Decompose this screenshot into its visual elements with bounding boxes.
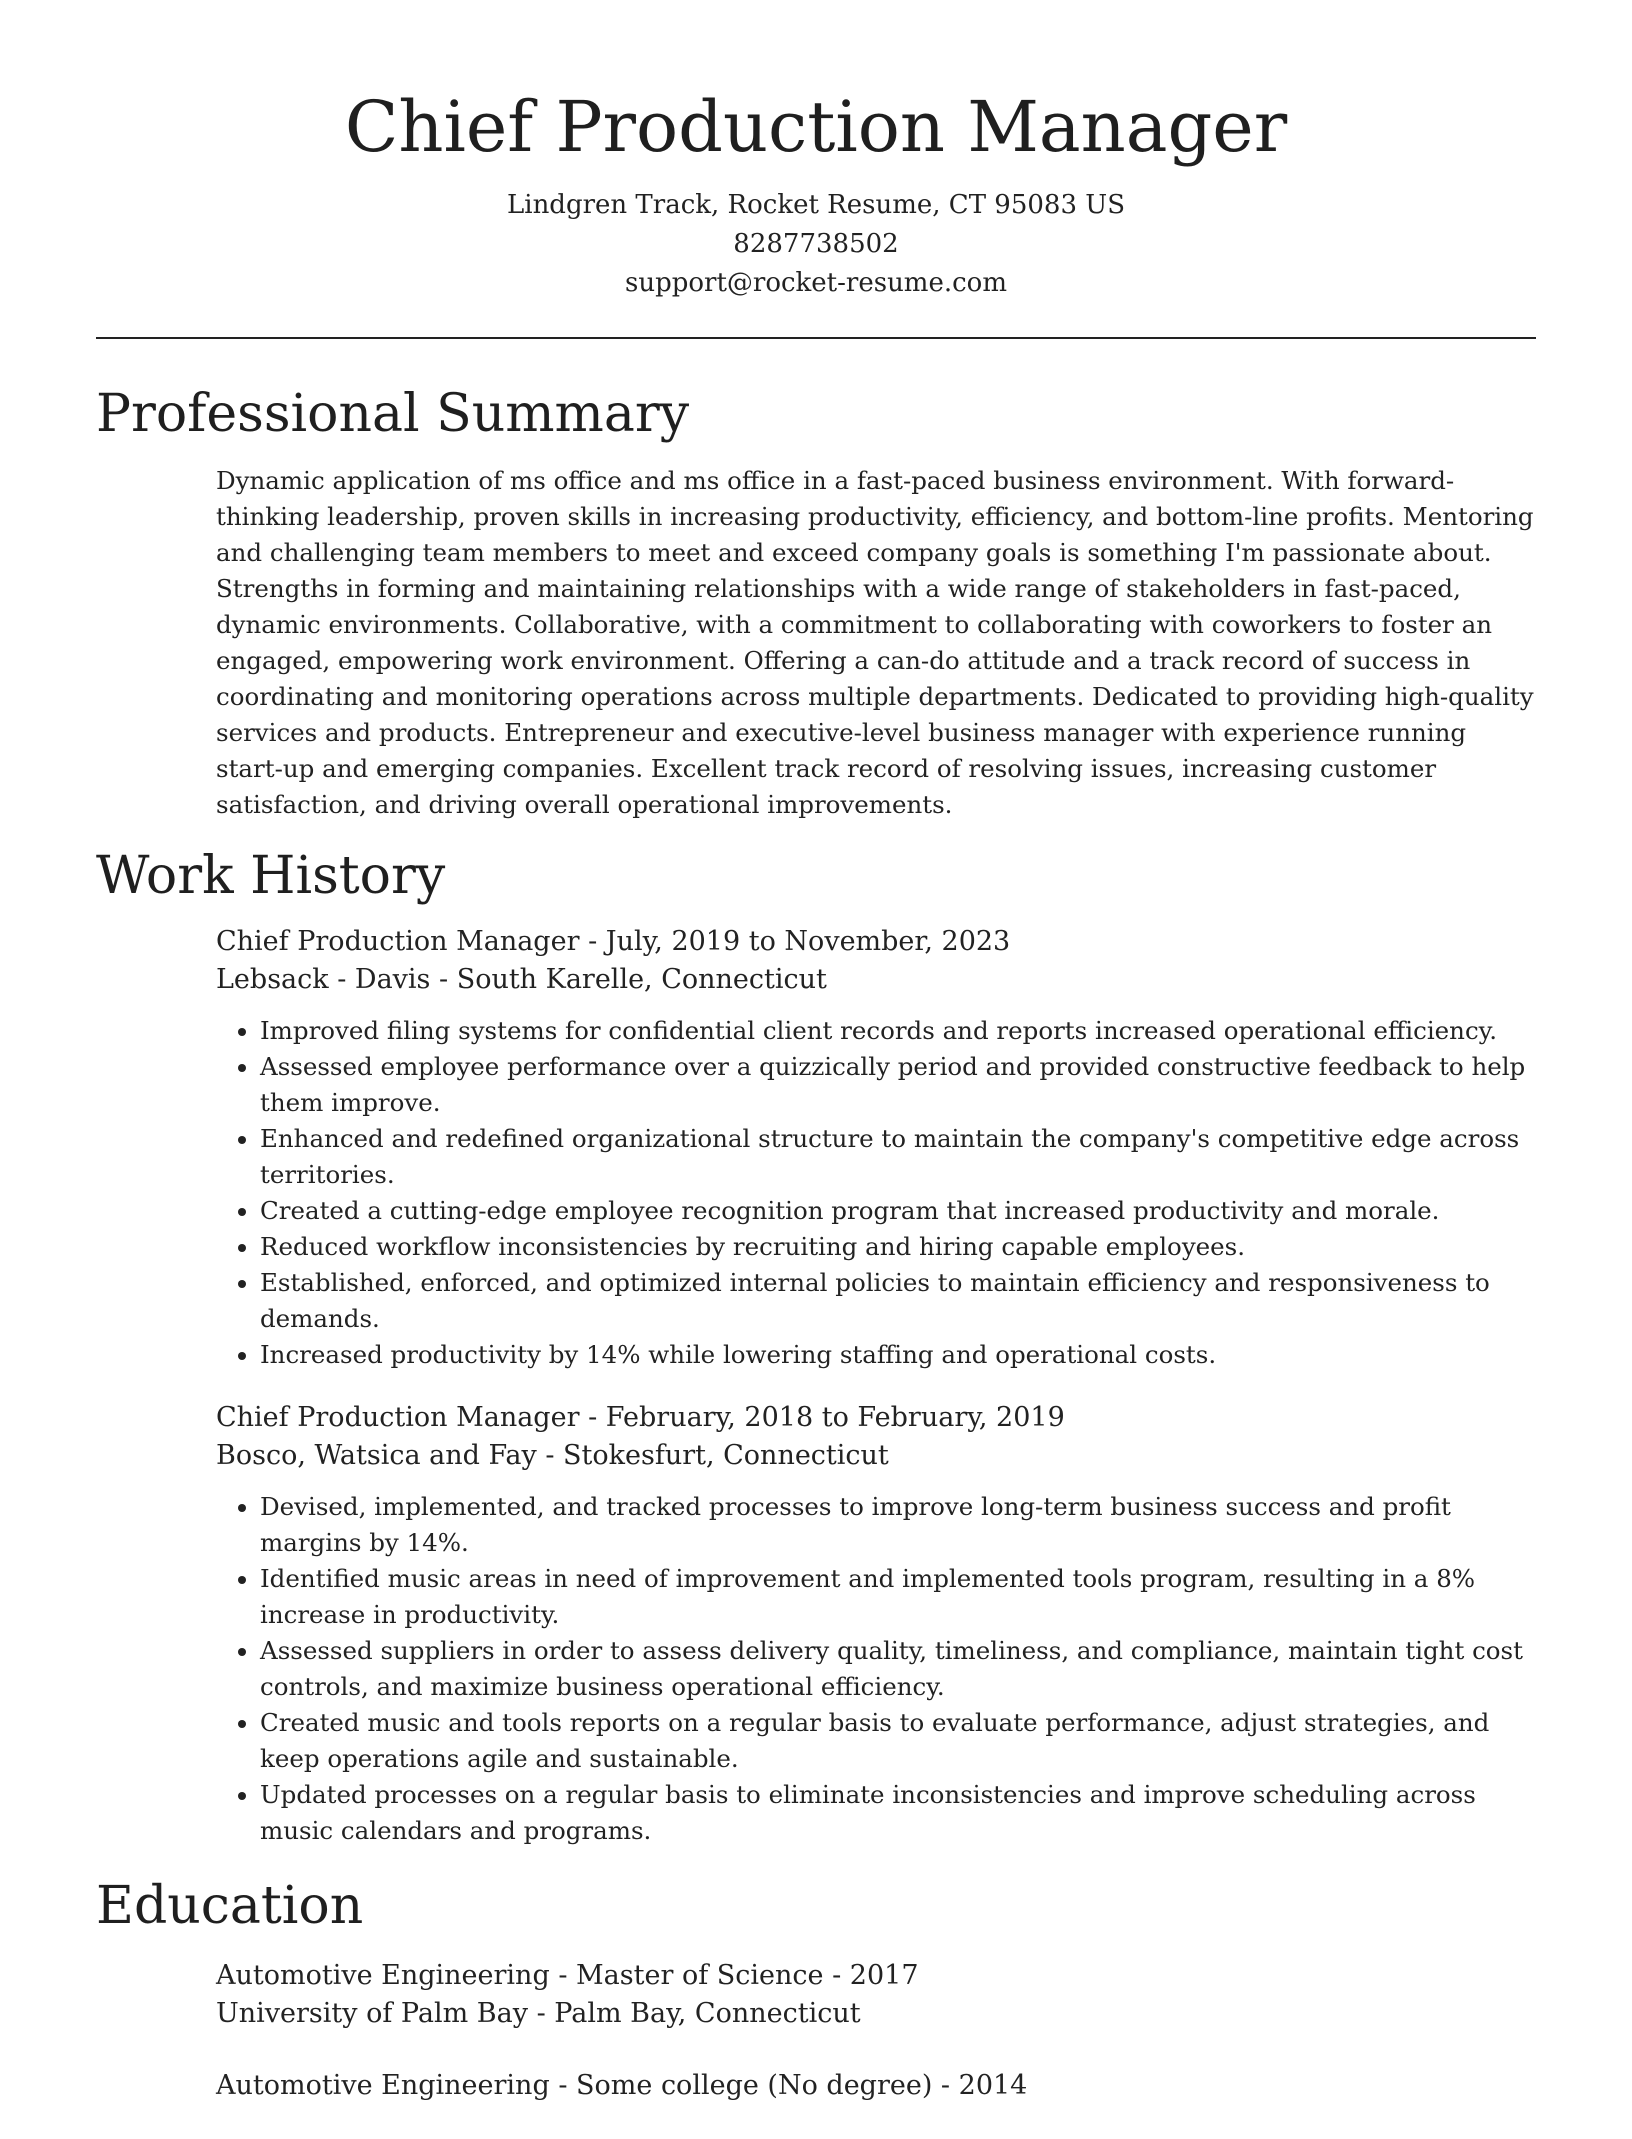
education-entry <box>216 1957 1536 2033</box>
job-company-line <box>216 961 1536 999</box>
job-bullets <box>216 1013 1536 1373</box>
education-school-line <box>216 1995 1536 2033</box>
job-location: - South Karelle, Connecticut <box>430 964 827 995</box>
job-bullet: • Increased productivity by 14% while lowering staffing and operational costs. <box>260 1337 1536 1373</box>
job-company: Bosco, Watsica and Fay <box>216 1440 537 1471</box>
job-entry <box>216 923 1536 1373</box>
section-title-education: Education <box>96 1876 364 1936</box>
education-degree: - Some college (No degree) - 2014 <box>549 2070 1028 2101</box>
resume-header <box>96 0 1536 303</box>
work-section <box>96 845 1536 1849</box>
job-bullet: • Assessed suppliers in order to assess delivery quality, timeliness, and compliance, maintain tight cost controls, and maximize business operational efficiency. <box>260 1633 1536 1705</box>
job-company: Lebsack - Davis <box>216 964 431 995</box>
section-title-summary: Professional Summary <box>96 384 690 444</box>
education-degree: - Master of Science - 2017 <box>549 1960 919 1991</box>
job-bullet: • Updated processes on a regular basis to eliminate inconsistencies and improve scheduling across music calendars and programs. <box>260 1777 1536 1849</box>
job-dates: - February, 2018 to February, 2019 <box>579 1402 1065 1433</box>
education-school: University of Palm Bay <box>216 1998 528 2029</box>
job-bullet: • Improved filing systems for confidential client records and reports increased operational efficiency. <box>260 1013 1536 1049</box>
job-entry <box>216 1399 1536 1849</box>
job-title-line <box>216 1399 1536 1437</box>
education-section <box>96 1875 1536 2105</box>
contact-block <box>96 186 1536 303</box>
phone: 8287738502 <box>733 229 899 259</box>
job-bullet: • Established, enforced, and optimized internal policies to maintain efficiency and responsiveness to demands. <box>260 1265 1536 1337</box>
education-field: Automotive Engineering <box>216 1960 550 1991</box>
education-degree-line <box>216 1957 1536 1995</box>
address: Lindgren Track, Rocket Resume, CT 95083 US <box>506 190 1126 220</box>
education-body <box>216 1957 1536 2105</box>
job-bullet: • Devised, implemented, and tracked processes to improve long-term business success and profit margins by 14%. <box>260 1489 1536 1561</box>
candidate-name: Chief Production Manager <box>344 86 1288 168</box>
summary-section <box>96 383 1536 823</box>
job-title-line <box>216 923 1536 961</box>
summary-text: Dynamic application of ms office and ms office in a fast-paced business environment. With forward-thinking leadership, proven skills in increasing productivity, efficiency, and bottom-line profits. Mentoring and challenging team members to meet and exceed company goals is something I'm passionate about. Strengths in forming and maintaining relationships with a wide range of stakeholders in fast-paced, dynamic environments. Collaborative, with a commitment to collaborating with coworkers to foster an engaged, empowering work environment. Offering a can-do attitude and a track record of success in coordinating and monitoring operations across multiple departments. Dedicated to providing high-quality services and products. Entrepreneur and executive-level business manager with experience running start-up and emerging companies. Excellent track record of resolving issues, increasing customer satisfaction, and driving overall operational improvements. <box>216 466 1534 819</box>
job-location: - Stokesfurt, Connecticut <box>536 1440 889 1471</box>
email: support@rocket-resume.com <box>624 268 1007 298</box>
job-bullets <box>216 1489 1536 1849</box>
header-divider <box>96 337 1536 339</box>
job-bullet: • Enhanced and redefined organizational structure to maintain the company's competitive edge across territories. <box>260 1121 1536 1193</box>
job-title: Chief Production Manager <box>216 926 580 957</box>
job-bullet: • Assessed employee performance over a quizzically period and provided constructive feedback to help them improve. <box>260 1049 1536 1121</box>
education-location: - Palm Bay, Connecticut <box>528 1998 861 2029</box>
job-title: Chief Production Manager <box>216 1402 580 1433</box>
education-entry <box>216 2067 1536 2105</box>
job-bullet: • Reduced workflow inconsistencies by recruiting and hiring capable employees. <box>260 1229 1536 1265</box>
section-title-work: Work History <box>96 846 446 906</box>
job-bullet: • Created a cutting-edge employee recognition program that increased productivity and morale. <box>260 1193 1536 1229</box>
work-body <box>216 923 1536 1849</box>
job-bullet: • Identified music areas in need of improvement and implemented tools program, resulting in a 8% increase in productivity. <box>260 1561 1536 1633</box>
education-degree-line <box>216 2067 1536 2105</box>
job-bullet: • Created music and tools reports on a regular basis to evaluate performance, adjust strategies, and keep operations agile and sustainable. <box>260 1705 1536 1777</box>
resume-page <box>96 0 1536 2139</box>
job-dates: - July, 2019 to November, 2023 <box>579 926 1011 957</box>
job-company-line <box>216 1437 1536 1475</box>
summary-body <box>216 463 1536 823</box>
education-field: Automotive Engineering <box>216 2070 550 2101</box>
